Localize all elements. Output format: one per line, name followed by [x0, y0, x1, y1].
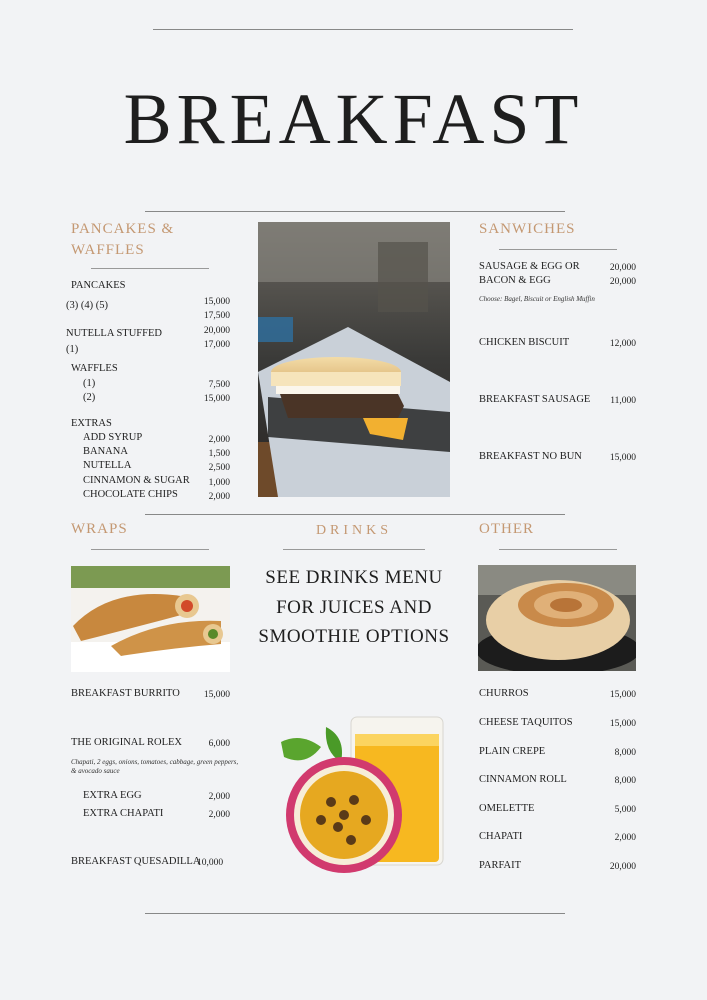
- extra-item-name: ADD SYRUP: [83, 432, 143, 443]
- other-item-price: 15,000: [609, 690, 636, 700]
- pancakes-price-2: 17,500: [203, 311, 230, 321]
- extra-item-name: CHOCOLATE CHIPS: [83, 489, 178, 500]
- extra-egg-price: 2,000: [208, 792, 230, 802]
- rolex-ingredients-note: Chapati, 2 eggs, onions, tomatoes, cabbage, green peppers, & avocado sauce: [71, 758, 239, 775]
- waffles-2-price: 15,000: [203, 394, 230, 404]
- sandwich-item-price: 12,000: [609, 339, 636, 349]
- sandwich-item-line2: BACON & EGG: [479, 275, 551, 286]
- other-item-price: 15,000: [609, 719, 636, 729]
- wraps-heading: WRAPS: [71, 521, 128, 537]
- original-rolex-name: THE ORIGINAL ROLEX: [71, 737, 183, 748]
- other-item-price: 8,000: [614, 748, 636, 758]
- sandwich-item-name: CHICKEN BISCUIT: [479, 337, 570, 348]
- other-item-price: 20,000: [609, 862, 636, 872]
- wrap-photo: [71, 566, 230, 672]
- other-heading-rule: [499, 549, 617, 550]
- sandwiches-heading: SANWICHES: [479, 221, 576, 237]
- other-item-name: OMELETTE: [479, 803, 535, 814]
- section-rule-mid: [145, 514, 565, 515]
- extra-item-price: 1,500: [208, 449, 230, 459]
- other-item-price: 8,000: [614, 776, 636, 786]
- sandwich-item-price: 11,000: [610, 396, 636, 406]
- passion-fruit-juice-photo: [276, 712, 452, 880]
- drinks-menu-message: SEE DRINKS MENU FOR JUICES AND SMOOTHIE OPTIONS: [258, 567, 450, 647]
- section-rule-top: [145, 211, 565, 212]
- breakfast-sandwich-photo: [258, 222, 450, 497]
- other-item-price: 2,000: [614, 833, 636, 843]
- extra-item-name: CINNAMON & SUGAR: [83, 475, 190, 486]
- other-item-price: 5,000: [614, 805, 636, 815]
- nutella-price-1: 20,000: [203, 326, 230, 336]
- other-item-name: PLAIN CREPE: [479, 746, 546, 757]
- wraps-heading-rule: [91, 549, 209, 550]
- extra-item-price: 2,000: [208, 435, 230, 445]
- page-title: BREAKFAST: [123, 79, 584, 159]
- pancakes-heading-rule: [91, 268, 209, 269]
- breakfast-quesadilla-price: 10,000: [197, 858, 224, 868]
- extra-item-price: 2,500: [208, 463, 230, 473]
- extra-chapati-name: EXTRA CHAPATI: [83, 808, 164, 819]
- sandwich-item-price: 15,000: [609, 453, 636, 463]
- sandwich-item-name: BREAKFAST SAUSAGE: [479, 394, 591, 405]
- extra-item-price: 2,000: [208, 492, 230, 502]
- sandwich-illustration: [258, 222, 450, 497]
- pancakes-price-1: 15,000: [203, 297, 230, 307]
- pancakes-label: PANCAKES: [71, 280, 126, 291]
- extras-label: EXTRAS: [71, 418, 112, 429]
- nutella-stuffed-size: (1): [66, 344, 79, 355]
- waffles-label: WAFFLES: [71, 363, 118, 374]
- other-item-name: CHEESE TAQUITOS: [479, 717, 573, 728]
- pancakes-sizes: (3) (4) (5): [66, 300, 108, 311]
- other-heading: OTHER: [479, 521, 534, 537]
- bottom-rule: [145, 913, 565, 914]
- waffles-2: (2): [83, 392, 96, 403]
- breakfast-quesadilla-name: BREAKFAST QUESADILLA: [71, 856, 201, 867]
- pancakes-heading-text: PANCAKES & WAFFLES: [71, 221, 175, 258]
- other-item-name: PARFAIT: [479, 860, 522, 871]
- juice-illustration: [276, 712, 452, 880]
- top-rule: [153, 29, 573, 30]
- sandwich-item-line1: SAUSAGE & EGG OR: [479, 261, 580, 272]
- nutella-price-2: 17,000: [203, 340, 230, 350]
- other-item-name: CHAPATI: [479, 831, 523, 842]
- breakfast-burrito-price: 15,000: [203, 690, 230, 700]
- sandwiches-heading-rule: [499, 249, 617, 250]
- extra-egg-name: EXTRA EGG: [83, 790, 142, 801]
- original-rolex-price: 6,000: [208, 739, 230, 749]
- cinnamon-roll-illustration: [478, 565, 636, 671]
- sandwich-item-price2: 20,000: [609, 277, 636, 287]
- sandwich-item-price1: 20,000: [609, 263, 636, 273]
- breakfast-burrito-name: BREAKFAST BURRITO: [71, 688, 180, 699]
- extra-chapati-price: 2,000: [208, 810, 230, 820]
- extra-item-name: NUTELLA: [83, 460, 132, 471]
- cinnamon-roll-photo: [478, 565, 636, 671]
- sandwich-bread-note: Choose: Bagel, Biscuit or English Muffin: [479, 295, 595, 303]
- waffles-1-price: 7,500: [208, 380, 230, 390]
- other-item-name: CINNAMON ROLL: [479, 774, 567, 785]
- drinks-heading: DRINKS: [315, 523, 393, 538]
- nutella-stuffed-label: NUTELLA STUFFED: [66, 328, 162, 339]
- other-item-name: CHURROS: [479, 688, 529, 699]
- waffles-1: (1): [83, 378, 96, 389]
- drinks-heading-rule: [283, 549, 425, 550]
- wrap-illustration: [71, 566, 230, 672]
- pancakes-waffles-heading: [71, 219, 201, 261]
- extra-item-name: BANANA: [83, 446, 128, 457]
- extra-item-price: 1,000: [208, 478, 230, 488]
- sandwich-item-name: BREAKFAST NO BUN: [479, 451, 582, 462]
